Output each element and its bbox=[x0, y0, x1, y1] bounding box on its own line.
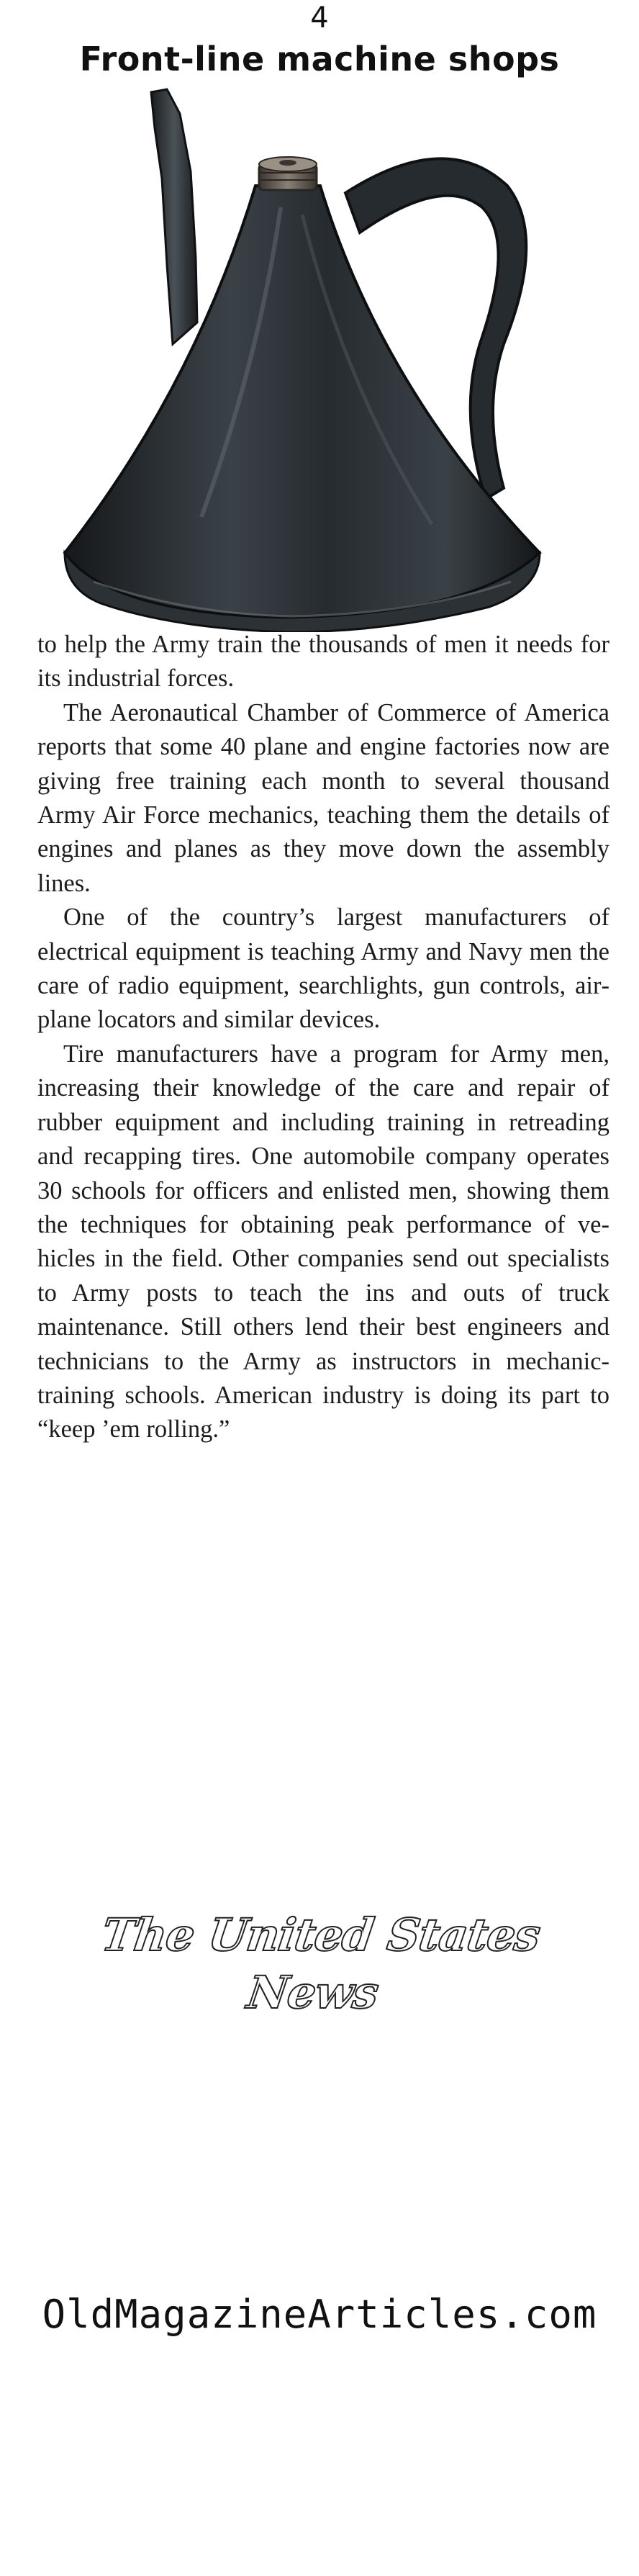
article-paragraph: Tire manufacturers have a program for Army men, increasing their knowledge of the care and repair of rubber equipment and including training in retreading and recapping tires. One automobile company operates 30 schools for officers and enlisted men, showing them the techniques for obtaining peak performance of vehicles in the field. Other companies send out specialists to Army posts to teach the ins and outs of truck maintenance. Still others lend their best engineers and technicians to the Army as instructors in mechanic-training schools. American industry is doing its part to “keep ’em rolling.” bbox=[37, 1040, 609, 1444]
article-paragraph: One of the country’s largest manufacturers of electrical equipment is teaching Army and Navy men the care of radio equipment, searchlights, gun controls, airplane locators and similar devices. bbox=[37, 904, 609, 1034]
page-number: 4 bbox=[310, 1, 329, 35]
publication-masthead: The United States News bbox=[98, 1909, 543, 2019]
oil-can-photo bbox=[43, 85, 597, 632]
article-headline: Front-line machine shops bbox=[79, 40, 560, 78]
site-footer: OldMagazineArticles.com bbox=[42, 2292, 597, 2337]
article-paragraph: to help the Army train the thousands of men it needs for its industrial forces. bbox=[37, 631, 609, 693]
oil-can-icon bbox=[43, 85, 597, 632]
article-body bbox=[37, 628, 609, 1447]
article-paragraph: The Aeronautical Chamber of Commerce of America reports that some 40 plane and engine factories now are giving free training each month to several thousand Army Air Force mechanics, teaching them the details of engines and planes as they move down the assembly lines. bbox=[37, 698, 609, 897]
